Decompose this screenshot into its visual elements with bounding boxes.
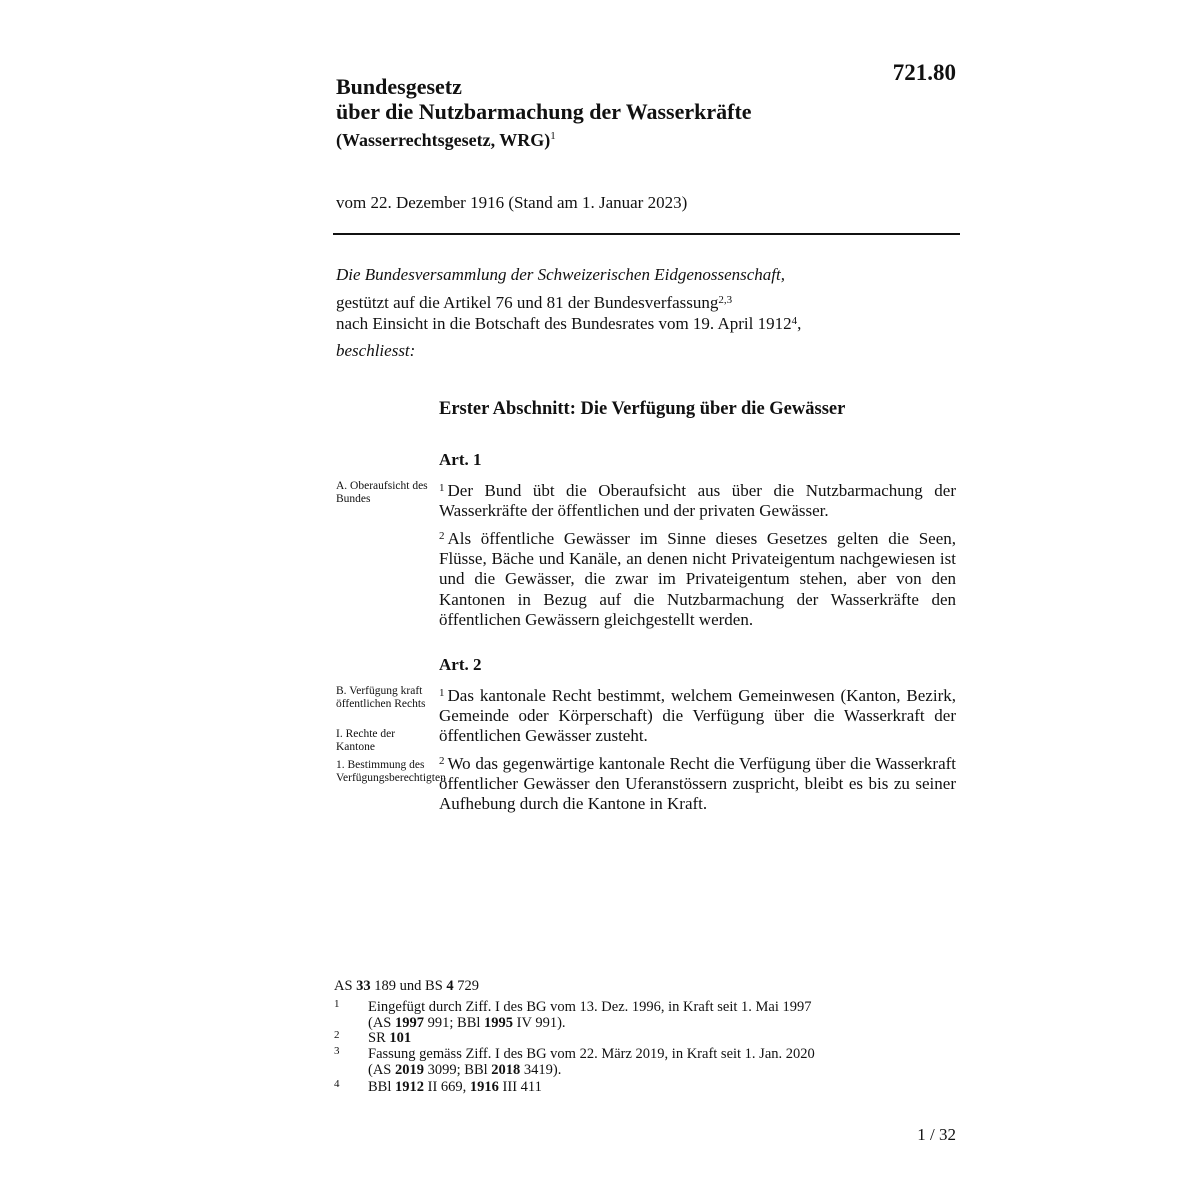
preamble-basis-text: gestützt auf die Artikel 76 und 81 der Bundesverfassung [336, 293, 719, 312]
preamble-basis-footnote-ref[interactable]: 2,3 [718, 294, 733, 306]
preamble-message [336, 311, 801, 334]
document-number: 721.80 [892, 60, 956, 85]
paragraph-number: 2 [439, 530, 445, 542]
page-number: 1 / 32 [917, 1125, 956, 1144]
footnote-number: 1 [334, 998, 340, 1010]
preamble-resolves: beschliesst: [336, 341, 416, 360]
article-2-heading: Art. 2 [439, 655, 482, 674]
fn-text: 991; BBl [424, 1014, 485, 1031]
paragraph-text: Wo das gegenwärtige kantonale Recht die Verfügung über die Wasserkraft öffentlicher Gewässer den Uferanstössern zuspricht, bleibt es bis zu seiner Aufhebung durch die Kantone in Kraft. [439, 754, 956, 814]
paragraph-number: 1 [439, 687, 445, 699]
footnote-number: 4 [334, 1078, 340, 1090]
fn-text: AS [334, 978, 357, 994]
fn-bold: 4 [446, 978, 454, 994]
fn-bold: 1995 [484, 1014, 514, 1031]
short-title-text: (Wasserrechtsgesetz, WRG) [336, 130, 551, 150]
fn-text: SR [368, 1030, 390, 1046]
paragraph-text: Der Bund übt die Oberaufsicht aus über die Nutzbarmachung der Wasserkräfte der öffentlichen und der privaten Gewässer. [439, 481, 956, 521]
article-2-paragraph-2 [439, 751, 956, 815]
preamble-message-footnote-ref[interactable]: 4 [791, 315, 798, 327]
preamble-message-text: nach Einsicht in die Botschaft des Bundesrates vom 19. April 1912 [336, 314, 792, 333]
fn-bold: 1912 [395, 1079, 424, 1095]
law-title [336, 74, 956, 124]
footnote-text [368, 1047, 928, 1078]
article-2-margin-note-2: I. Rechte der Kantone [336, 728, 396, 753]
fn-bold: 101 [389, 1030, 412, 1046]
fn-text: III 411 [498, 1079, 542, 1095]
fn-bold: 1997 [395, 1014, 424, 1031]
article-2-margin-note-3: 1. Bestimmung des Verfügungsberechtigten [336, 759, 446, 784]
fn-text: 189 und BS [370, 978, 447, 994]
preamble-assembly: Die Bundesversammlung der Schweizerischen Eidgenossenschaft, [336, 265, 785, 284]
section-title: Erster Abschnitt: Die Verfügung über die Gewässer [439, 399, 846, 419]
article-1-paragraph-1 [439, 478, 956, 521]
article-2-paragraph-1 [439, 683, 956, 747]
fn-text: (AS [368, 1061, 395, 1078]
article-2-margin-note-1: B. Verfügung kraft öffentlichen Rechts [336, 685, 426, 710]
fn-text: IV 991). [513, 1014, 566, 1031]
footnote-number: 2 [334, 1029, 340, 1041]
fn-text: 729 [453, 978, 480, 994]
short-title-footnote-ref[interactable]: 1 [550, 130, 556, 142]
paragraph-number: 1 [439, 482, 445, 494]
footnote-text [368, 1000, 928, 1031]
footnote-text [368, 1031, 928, 1047]
date-line: vom 22. Dezember 1916 (Stand am 1. Januar 2023) [336, 193, 688, 212]
footnote-line [368, 1031, 928, 1047]
fn-bold: 2018 [491, 1061, 521, 1078]
fn-text: (AS [368, 1014, 395, 1031]
fn-bold: 33 [356, 978, 371, 994]
header-divider [333, 233, 960, 235]
footnote-number: 3 [334, 1045, 340, 1057]
footnote-text [368, 1080, 928, 1096]
preamble-message-end: , [797, 314, 802, 333]
footnote-source [334, 978, 479, 995]
paragraph-number: 2 [439, 755, 445, 767]
paragraph-text: Das kantonale Recht bestimmt, welchem Gemeinwesen (Kanton, Bezirk, Gemeinde oder Körperschaft) die Verfügung über die Wasserkraft der öffentlichen Gewässer zusteht. [439, 686, 956, 746]
fn-text: BBl [368, 1079, 395, 1095]
article-1-heading: Art. 1 [439, 450, 482, 469]
article-1-paragraph-2 [439, 526, 956, 630]
preamble-basis [336, 290, 732, 313]
footnote-line [368, 1063, 928, 1079]
fn-bold: 1916 [469, 1079, 499, 1095]
fn-text: II 669, [424, 1079, 470, 1095]
fn-text: 3419). [520, 1061, 562, 1078]
footnote-line [368, 1080, 928, 1096]
footnote-line: Eingefügt durch Ziff. I des BG vom 13. Dez. 1996, in Kraft seit 1. Mai 1997 [368, 999, 812, 1015]
paragraph-text: Als öffentliche Gewässer im Sinne dieses Gesetzes gelten die Seen, Flüsse, Bäche und Kanäle, an denen nicht Privateigentum nachgewiesen ist und die Gewässer, die zwar im Privateigentum stehen, aber von den Kantonen in Bezug auf die Nutzbarmachung der Wasserkräfte den öffentlichen Gewässern gleichgestellt werden. [439, 529, 956, 629]
article-1-margin-note: A. Oberaufsicht des Bundes [336, 480, 428, 505]
short-title [336, 130, 556, 151]
fn-bold: 2019 [395, 1061, 424, 1078]
title-line-2: über die Nutzbarmachung der Wasserkräfte [336, 99, 752, 124]
fn-text: 3099; BBl [424, 1061, 492, 1078]
title-line-1: Bundesgesetz [336, 74, 462, 99]
footnote-line [368, 1016, 928, 1032]
footnote-line: Fassung gemäss Ziff. I des BG vom 22. März 2019, in Kraft seit 1. Jan. 2020 [368, 1046, 815, 1062]
